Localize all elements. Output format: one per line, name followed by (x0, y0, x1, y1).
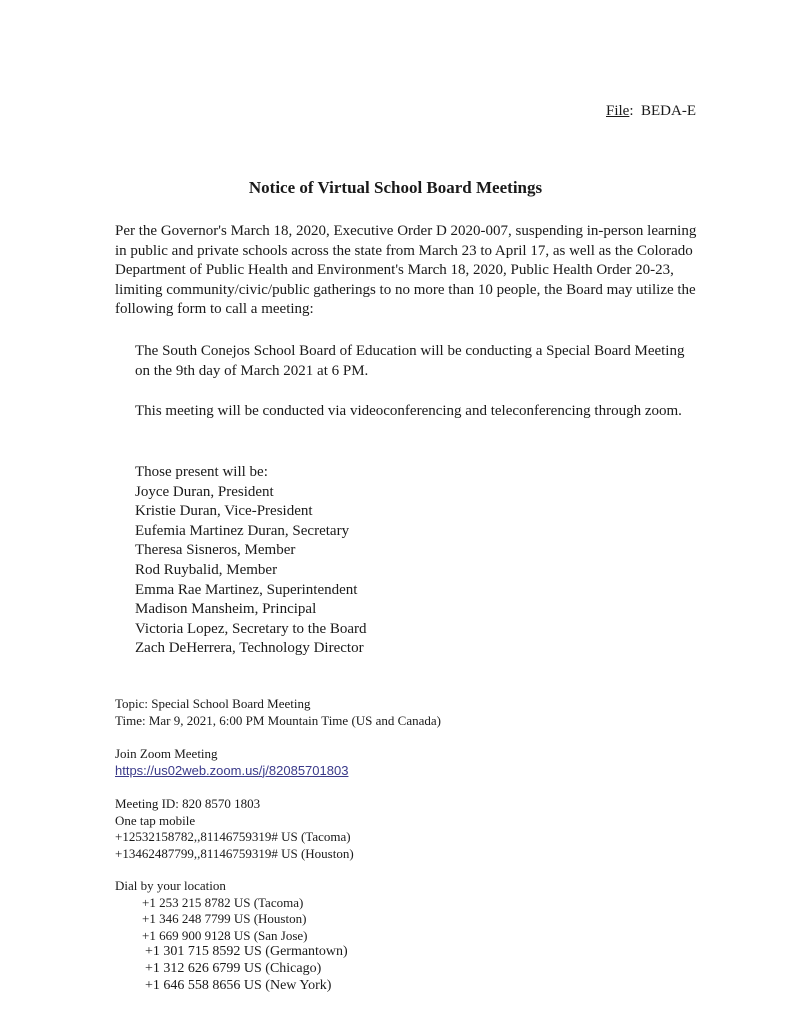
meeting-topic: Topic: Special School Board Meeting (115, 696, 311, 711)
dial-number: +1 253 215 8782 US (Tacoma) (142, 894, 304, 910)
attendee-item: Kristie Duran, Vice-President (135, 503, 313, 520)
attendee-item: Zach DeHerrera, Technology Director (135, 640, 364, 657)
meeting-id: Meeting ID: 820 8570 1803 (115, 796, 261, 811)
attendee-item: Rod Ruybalid, Member (135, 561, 278, 578)
meeting-id-block (115, 796, 675, 862)
announcement-paragraph: The South Conejos School Board of Education will be conducting a Special Board Meeting on the 9th day of March 2021 at 6 PM. (135, 343, 685, 379)
one-tap-number: +13462487799,,81146759319# US (Houston) (115, 845, 354, 861)
page-title: Notice of Virtual School Board Meetings (248, 178, 543, 197)
attendee-item: Theresa Sisneros, Member (135, 542, 296, 559)
join-zoom-block (115, 746, 675, 779)
dial-in-block (115, 878, 675, 994)
intro-paragraph: Per the Governor's March 18, 2020, Executive Order D 2020-007, suspending in-person learning in public and private schools across the state from March 23 to April 17, as well as the Colorado Department of Public Health and Environment's March 18, 2020, Public Health Order 20-23, limiting community/civic/public gatherings to no more than 10 people, the Board may utilize the following form to call a meeting: (115, 223, 697, 318)
join-zoom-link[interactable]: https://us02web.zoom.us/j/82085701803 (115, 762, 349, 778)
one-tap-number: +12532158782,,81146759319# US (Tacoma) (115, 829, 351, 845)
file-code: BEDA-E (641, 103, 697, 119)
dial-number: +1 669 900 9128 US (San Jose) (142, 927, 308, 943)
meeting-time: Time: Mar 9, 2021, 6:00 PM Mountain Time (US and Canada) (115, 712, 441, 728)
dial-number-list (142, 895, 675, 995)
one-tap-label: One tap mobile (115, 812, 196, 828)
dial-number: +1 346 248 7799 US (Houston) (142, 911, 307, 927)
attendee-item: Emma Rae Martinez, Superintendent (135, 581, 358, 598)
join-zoom-label: Join Zoom Meeting (115, 746, 218, 761)
dial-number: +1 301 715 8592 US (Germantown) (145, 944, 348, 960)
dial-label: Dial by your location (115, 878, 226, 893)
attendee-item: Eufemia Martinez Duran, Secretary (135, 522, 350, 539)
attendee-item: Madison Mansheim, Principal (135, 601, 317, 618)
attendee-item: Joyce Duran, President (135, 483, 274, 500)
attendees-list (135, 463, 695, 659)
dial-number: +1 646 558 8656 US (New York) (145, 977, 332, 993)
dial-number: +1 312 626 6799 US (Chicago) (145, 960, 322, 976)
attendees-heading: Those present will be: (135, 464, 268, 480)
attendee-item: Victoria Lopez, Secretary to the Board (135, 620, 367, 637)
file-reference: File: BEDA-E (606, 103, 697, 119)
video-note-paragraph: This meeting will be conducted via videoconferencing and teleconferencing through zoom. (135, 403, 682, 419)
file-label: File (606, 103, 630, 119)
meeting-topic-block (115, 696, 675, 729)
